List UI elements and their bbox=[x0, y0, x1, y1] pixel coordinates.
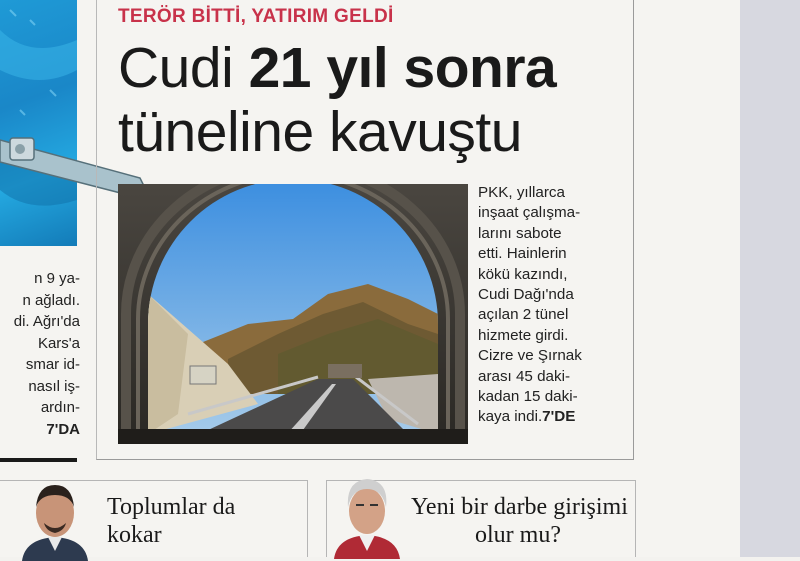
page-gutter bbox=[740, 0, 800, 557]
columnist-photo bbox=[20, 471, 90, 561]
tunnel-photo bbox=[118, 184, 468, 444]
body-line: kökü kazındı, bbox=[478, 265, 568, 283]
columnist-photo bbox=[332, 467, 402, 559]
article-kicker: TERÖR BİTTİ, YATIRIM GELDİ bbox=[118, 6, 394, 27]
column-title-line: Toplumlar da bbox=[107, 494, 236, 520]
headline-bold-part: 21 yıl sonra bbox=[248, 36, 557, 100]
left-text-line: Kars'a bbox=[37, 334, 80, 352]
body-line: larını sabote bbox=[478, 224, 562, 242]
column-title-line: kokar bbox=[107, 522, 162, 548]
column-title-line: Yeni bir darbe girişimi bbox=[411, 494, 628, 520]
body-last-line bbox=[478, 407, 628, 427]
left-page-ref: 7'DA bbox=[46, 420, 80, 438]
left-article-text bbox=[0, 268, 80, 440]
body-line: inşaat çalışma- bbox=[478, 204, 581, 222]
left-text-line: n 9 ya- bbox=[34, 270, 80, 287]
headline-line-2: tüneline kavuştu bbox=[118, 100, 522, 164]
body-line: Cudi Dağı'nda bbox=[478, 285, 574, 303]
left-text-line: n ağladı. bbox=[22, 291, 80, 309]
headline-line-1 bbox=[118, 36, 628, 100]
article-body bbox=[478, 183, 628, 428]
column-title bbox=[411, 493, 628, 549]
body-line: hizmete girdi. bbox=[478, 326, 569, 344]
page-ref: 7'DE bbox=[542, 408, 576, 426]
columnist-card bbox=[326, 480, 636, 557]
headline-normal-part: Cudi bbox=[118, 36, 249, 100]
body-line: etti. Hainlerin bbox=[478, 245, 567, 263]
left-text-line: nasıl iş- bbox=[28, 377, 80, 395]
column-rule bbox=[0, 458, 77, 462]
body-line: PKK, yıllarca bbox=[478, 184, 565, 201]
body-line: Cizre ve Şırnak bbox=[478, 347, 582, 365]
left-text-line: di. Ağrı'da bbox=[13, 313, 80, 330]
body-line: arası 45 daki- bbox=[478, 367, 571, 385]
body-line: kadan 15 daki- bbox=[478, 387, 578, 405]
left-text-line: ardın- bbox=[40, 399, 80, 416]
left-text-line: smar id- bbox=[25, 356, 80, 373]
column-title-line: olur mu? bbox=[475, 522, 561, 548]
columnist-card bbox=[0, 480, 308, 557]
article-headline bbox=[118, 36, 628, 164]
body-line: açılan 2 tünel bbox=[478, 306, 569, 324]
body-line: kaya indi. bbox=[478, 408, 543, 426]
column-title bbox=[107, 493, 235, 549]
